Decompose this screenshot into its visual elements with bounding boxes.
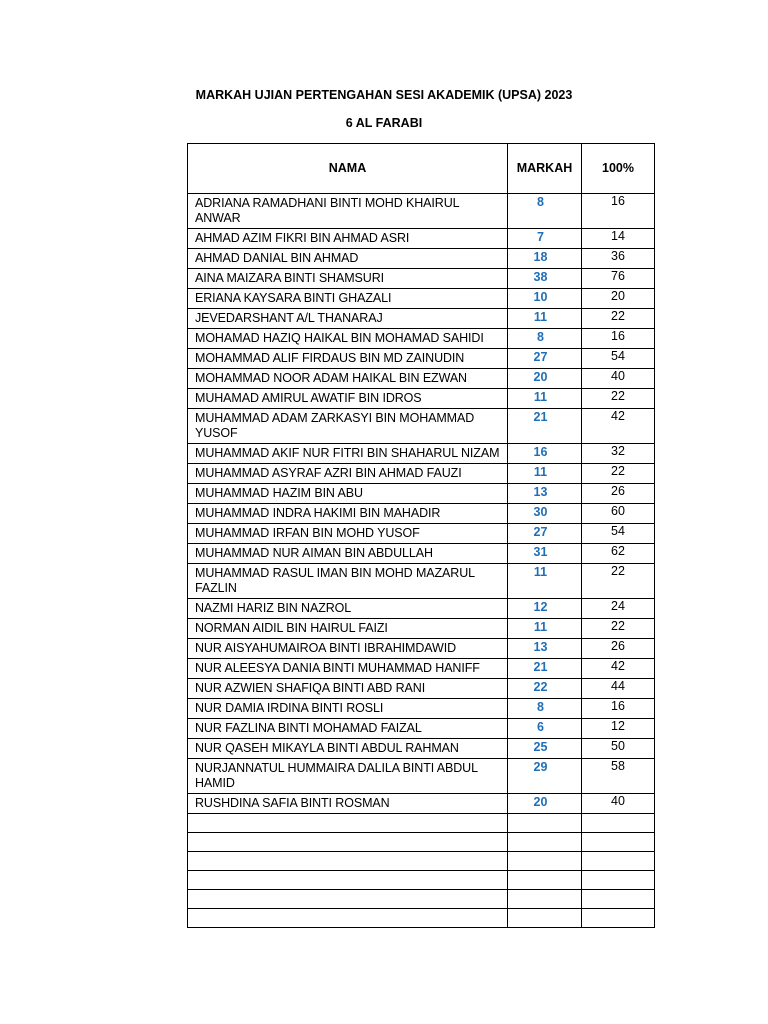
percent-cell: 12 <box>582 719 655 739</box>
student-name-cell: NUR AISYAHUMAIROA BINTI IBRAHIMDAWID <box>188 639 508 659</box>
mark-cell: 8 <box>508 329 582 349</box>
empty-cell <box>508 852 582 871</box>
table-row <box>188 269 655 289</box>
empty-cell <box>508 890 582 909</box>
mark-cell: 8 <box>508 194 582 229</box>
mark-cell: 6 <box>508 719 582 739</box>
mark-cell: 29 <box>508 759 582 794</box>
empty-cell <box>582 890 655 909</box>
mark-cell: 25 <box>508 739 582 759</box>
empty-table-row <box>188 814 655 833</box>
student-name-cell: ADRIANA RAMADHANI BINTI MOHD KHAIRUL ANWAR <box>188 194 508 229</box>
empty-cell <box>582 852 655 871</box>
mark-cell: 21 <box>508 409 582 444</box>
mark-cell: 27 <box>508 349 582 369</box>
table-row <box>188 329 655 349</box>
percent-cell: 36 <box>582 249 655 269</box>
empty-cell <box>188 814 508 833</box>
student-name-cell: AINA MAIZARA BINTI SHAMSURI <box>188 269 508 289</box>
empty-table-row <box>188 871 655 890</box>
student-name-cell: MUHAMAD AMIRUL AWATIF BIN IDROS <box>188 389 508 409</box>
table-row <box>188 794 655 814</box>
percent-cell: 54 <box>582 524 655 544</box>
empty-table-row <box>188 833 655 852</box>
student-name-cell: NUR FAZLINA BINTI MOHAMAD FAIZAL <box>188 719 508 739</box>
student-name-cell: NUR DAMIA IRDINA BINTI ROSLI <box>188 699 508 719</box>
mark-cell: 18 <box>508 249 582 269</box>
student-name-cell: MUHAMMAD ADAM ZARKASYI BIN MOHAMMAD YUSOF <box>188 409 508 444</box>
student-name-cell: MUHAMMAD AKIF NUR FITRI BIN SHAHARUL NIZAM <box>188 444 508 464</box>
table-row <box>188 699 655 719</box>
percent-cell: 22 <box>582 309 655 329</box>
marks-table <box>187 143 655 928</box>
mark-cell: 8 <box>508 699 582 719</box>
student-name-cell: NUR AZWIEN SHAFIQA BINTI ABD RANI <box>188 679 508 699</box>
empty-table-row <box>188 890 655 909</box>
percent-cell: 22 <box>582 464 655 484</box>
empty-cell <box>582 833 655 852</box>
student-name-cell: MUHAMMAD ASYRAF AZRI BIN AHMAD FAUZI <box>188 464 508 484</box>
percent-cell: 44 <box>582 679 655 699</box>
student-name-cell: MOHAMMAD ALIF FIRDAUS BIN MD ZAINUDIN <box>188 349 508 369</box>
mark-cell: 11 <box>508 619 582 639</box>
table-row <box>188 289 655 309</box>
student-name-cell: NORMAN AIDIL BIN HAIRUL FAIZI <box>188 619 508 639</box>
table-row <box>188 739 655 759</box>
table-row <box>188 719 655 739</box>
empty-cell <box>508 814 582 833</box>
table-row <box>188 229 655 249</box>
empty-cell <box>582 909 655 928</box>
table-row <box>188 249 655 269</box>
percent-cell: 42 <box>582 659 655 679</box>
table-row <box>188 309 655 329</box>
percent-cell: 76 <box>582 269 655 289</box>
percent-cell: 16 <box>582 194 655 229</box>
class-name: 6 AL FARABI <box>345 116 423 130</box>
table-row <box>188 759 655 794</box>
table-row <box>188 444 655 464</box>
table-row <box>188 409 655 444</box>
table-header-row <box>188 144 655 194</box>
empty-cell <box>508 833 582 852</box>
student-name-cell: MUHAMMAD HAZIM BIN ABU <box>188 484 508 504</box>
mark-cell: 21 <box>508 659 582 679</box>
header-percent: 100% <box>582 144 655 194</box>
percent-cell: 60 <box>582 504 655 524</box>
student-name-cell: NUR ALEESYA DANIA BINTI MUHAMMAD HANIFF <box>188 659 508 679</box>
percent-cell: 42 <box>582 409 655 444</box>
table-row <box>188 349 655 369</box>
empty-cell <box>508 909 582 928</box>
percent-cell: 50 <box>582 739 655 759</box>
empty-cell <box>582 814 655 833</box>
student-name-cell: NURJANNATUL HUMMAIRA DALILA BINTI ABDUL HAMID <box>188 759 508 794</box>
table-row <box>188 484 655 504</box>
empty-cell <box>188 890 508 909</box>
empty-cell <box>582 871 655 890</box>
table-row <box>188 679 655 699</box>
student-name-cell: RUSHDINA SAFIA BINTI ROSMAN <box>188 794 508 814</box>
empty-cell <box>508 871 582 890</box>
student-name-cell: MOHAMAD HAZIQ HAIKAL BIN MOHAMAD SAHIDI <box>188 329 508 349</box>
empty-table-row <box>188 852 655 871</box>
percent-cell: 16 <box>582 329 655 349</box>
table-row <box>188 639 655 659</box>
percent-cell: 58 <box>582 759 655 794</box>
header-name: NAMA <box>188 144 508 194</box>
percent-cell: 54 <box>582 349 655 369</box>
table-row <box>188 524 655 544</box>
student-name-cell: JEVEDARSHANT A/L THANARAJ <box>188 309 508 329</box>
student-name-cell: AHMAD DANIAL BIN AHMAD <box>188 249 508 269</box>
percent-cell: 24 <box>582 599 655 619</box>
mark-cell: 11 <box>508 309 582 329</box>
table-row <box>188 619 655 639</box>
mark-cell: 20 <box>508 369 582 389</box>
student-name-cell: MUHAMMAD INDRA HAKIMI BIN MAHADIR <box>188 504 508 524</box>
mark-cell: 13 <box>508 484 582 504</box>
percent-cell: 22 <box>582 389 655 409</box>
mark-cell: 22 <box>508 679 582 699</box>
student-name-cell: MUHAMMAD RASUL IMAN BIN MOHD MAZARUL FAZLIN <box>188 564 508 599</box>
mark-cell: 30 <box>508 504 582 524</box>
table-row <box>188 599 655 619</box>
mark-cell: 27 <box>508 524 582 544</box>
percent-cell: 20 <box>582 289 655 309</box>
student-name-cell: MUHAMMAD IRFAN BIN MOHD YUSOF <box>188 524 508 544</box>
table-row <box>188 564 655 599</box>
percent-cell: 14 <box>582 229 655 249</box>
percent-cell: 22 <box>582 564 655 599</box>
student-name-cell: MOHAMMAD NOOR ADAM HAIKAL BIN EZWAN <box>188 369 508 389</box>
table-row <box>188 389 655 409</box>
mark-cell: 11 <box>508 389 582 409</box>
mark-cell: 7 <box>508 229 582 249</box>
header-mark: MARKAH <box>508 144 582 194</box>
mark-cell: 12 <box>508 599 582 619</box>
mark-cell: 38 <box>508 269 582 289</box>
table-row <box>188 659 655 679</box>
student-name-cell: AHMAD AZIM FIKRI BIN AHMAD ASRI <box>188 229 508 249</box>
percent-cell: 16 <box>582 699 655 719</box>
percent-cell: 26 <box>582 639 655 659</box>
mark-cell: 11 <box>508 564 582 599</box>
mark-cell: 11 <box>508 464 582 484</box>
percent-cell: 62 <box>582 544 655 564</box>
student-name-cell: NAZMI HARIZ BIN NAZROL <box>188 599 508 619</box>
table-row <box>188 369 655 389</box>
empty-cell <box>188 909 508 928</box>
table-row <box>188 544 655 564</box>
mark-cell: 13 <box>508 639 582 659</box>
percent-cell: 26 <box>582 484 655 504</box>
empty-cell <box>188 833 508 852</box>
mark-cell: 16 <box>508 444 582 464</box>
empty-cell <box>188 852 508 871</box>
table-row <box>188 504 655 524</box>
percent-cell: 22 <box>582 619 655 639</box>
table-row <box>188 464 655 484</box>
mark-cell: 31 <box>508 544 582 564</box>
student-name-cell: NUR QASEH MIKAYLA BINTI ABDUL RAHMAN <box>188 739 508 759</box>
mark-cell: 10 <box>508 289 582 309</box>
table-row <box>188 194 655 229</box>
document-title: MARKAH UJIAN PERTENGAHAN SESI AKADEMIK (UPSA) 2023 <box>195 88 573 102</box>
mark-cell: 20 <box>508 794 582 814</box>
percent-cell: 32 <box>582 444 655 464</box>
table-body <box>188 194 655 928</box>
empty-table-row <box>188 909 655 928</box>
student-name-cell: ERIANA KAYSARA BINTI GHAZALI <box>188 289 508 309</box>
percent-cell: 40 <box>582 369 655 389</box>
percent-cell: 40 <box>582 794 655 814</box>
empty-cell <box>188 871 508 890</box>
student-name-cell: MUHAMMAD NUR AIMAN BIN ABDULLAH <box>188 544 508 564</box>
